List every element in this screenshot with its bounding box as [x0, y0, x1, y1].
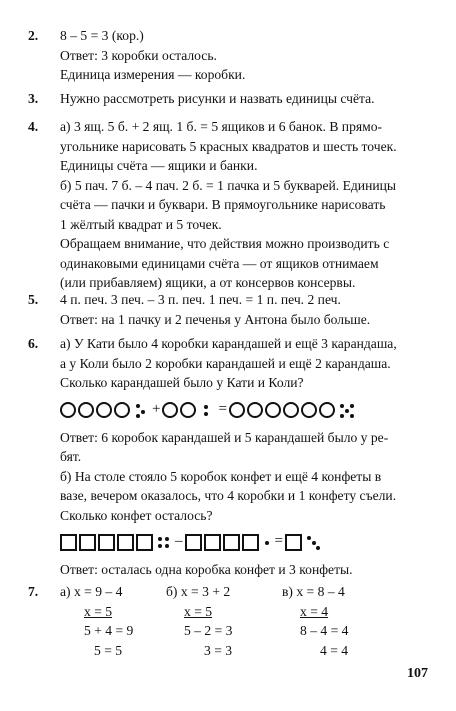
text-line: б) На столе стояло 5 коробок конфет и ещё 4 конфеты в [60, 468, 382, 484]
box-circle [301, 402, 317, 418]
equation-c [282, 582, 402, 660]
task-7 [28, 582, 440, 662]
task-4 [28, 117, 440, 293]
circles-diagram [60, 396, 440, 424]
text-line: 1 жёлтый квадрат и 5 точек. [60, 216, 222, 232]
box-square [117, 534, 134, 551]
text-line: Единицы счёта — ящики и банки. [60, 158, 258, 173]
text-line: вазе, вечером оказалось, что 4 коробки и 1 конфету съели. [60, 488, 397, 503]
three-dots [134, 401, 148, 419]
box-square [204, 534, 221, 551]
equation-a [60, 582, 170, 660]
box-square [98, 534, 115, 551]
check: 5 + 4 = 9 [84, 623, 134, 638]
minus-sign: – [175, 533, 183, 550]
task-number: 4. [28, 119, 39, 134]
box-circle [319, 402, 335, 418]
box-square [136, 534, 153, 551]
check: 8 – 4 = 4 [300, 623, 349, 638]
text-line: одинаковыми единицами счёта — от ящиков отнимаем [60, 255, 379, 271]
box-circle [114, 402, 130, 418]
text-line: угольнике нарисовать 5 красных квадратов и шесть точек. [60, 138, 397, 154]
task-5 [28, 290, 440, 329]
task-number: 7. [28, 584, 39, 599]
equation-label: а) [60, 584, 71, 599]
text-line: Сколько карандашей было у Кати и Коли? [60, 375, 304, 390]
box-circle [96, 402, 112, 418]
five-dots [339, 401, 357, 419]
box-circle [229, 402, 245, 418]
solution-line: 4 п. печ. 3 печ. – 3 п. печ. 1 печ. = 1 п. печ. 2 печ. [60, 292, 341, 307]
box-square [185, 534, 202, 551]
task-number: 2. [28, 28, 39, 43]
text-line: (или прибавляем) ящики, а от консервов консервы. [60, 275, 356, 290]
unit-line: Единица измерения — коробки. [60, 67, 246, 82]
two-dots [200, 401, 214, 419]
four-dots [157, 533, 171, 551]
equation-b [166, 582, 276, 660]
text-line: б) 5 пач. 7 б. – 4 пач. 2 б. = 1 пачка и 5 букварей. Единицы [60, 177, 397, 193]
task-number: 5. [28, 292, 39, 307]
equation-label: в) [282, 584, 293, 599]
box-circle [162, 402, 178, 418]
text-line: Нужно рассмотреть рисунки и назвать единицы счёта. [60, 91, 375, 106]
text-line: а) У Кати было 4 коробки карандашей и ещё 3 карандаша, [60, 336, 397, 351]
box-circle [283, 402, 299, 418]
check-result: 3 = 3 [204, 642, 233, 658]
box-square [79, 534, 96, 551]
box-circle [265, 402, 281, 418]
equation: x = 9 – 4 [73, 584, 123, 599]
page-number: 107 [407, 666, 428, 681]
box-circle [78, 402, 94, 418]
task-6 [28, 334, 440, 580]
answer-line: бят. [60, 449, 82, 464]
check: 5 – 2 = 3 [184, 623, 233, 638]
box-circle [180, 402, 196, 418]
text-line: счёта — пачки и буквари. В прямоугольнике нарисовать [60, 197, 386, 212]
text-line: Сколько конфет осталось? [60, 507, 213, 523]
answer-line: Ответ: осталась одна коробка конфет и 3 конфеты. [60, 562, 353, 577]
box-square [242, 534, 259, 551]
box-circle [60, 402, 76, 418]
solution: x = 5 [184, 603, 213, 619]
text-line: а у Коли было 2 коробки карандашей и ещё 2 карандаша. [60, 355, 391, 371]
box-square [285, 534, 302, 551]
equation-label: б) [166, 584, 178, 599]
check-result: 5 = 5 [94, 642, 123, 658]
plus-sign: + [152, 400, 161, 417]
text-line: а) 3 ящ. 5 б. + 2 ящ. 1 б. = 5 ящиков и 6 банок. В прямо- [60, 119, 383, 134]
solution: x = 4 [300, 603, 329, 619]
box-square [223, 534, 240, 551]
box-square [60, 534, 77, 551]
task-3 [28, 89, 440, 109]
check-result: 4 = 4 [320, 642, 349, 658]
squares-diagram [60, 528, 440, 556]
solution: x = 5 [84, 603, 113, 619]
equals-sign: = [218, 400, 227, 417]
task-2 [28, 26, 440, 85]
text-line: Обращаем внимание, что действия можно производить с [60, 236, 390, 251]
answer-line: Ответ: 3 коробки осталось. [60, 47, 217, 63]
answer-line: Ответ: на 1 пачку и 2 печенья у Антона было больше. [60, 311, 371, 327]
task-number: 3. [28, 91, 39, 106]
equals-sign: = [274, 533, 283, 550]
answer-line: Ответ: 6 коробок карандашей и 5 карандашей было у ре- [60, 429, 389, 445]
solution-line: 8 – 5 = 3 (кор.) [60, 28, 144, 43]
equation: x = 8 – 4 [296, 584, 345, 599]
task-number: 6. [28, 336, 39, 351]
one-dot [263, 533, 271, 551]
equation: x = 3 + 2 [180, 584, 231, 599]
box-circle [247, 402, 263, 418]
three-dots [306, 533, 320, 551]
